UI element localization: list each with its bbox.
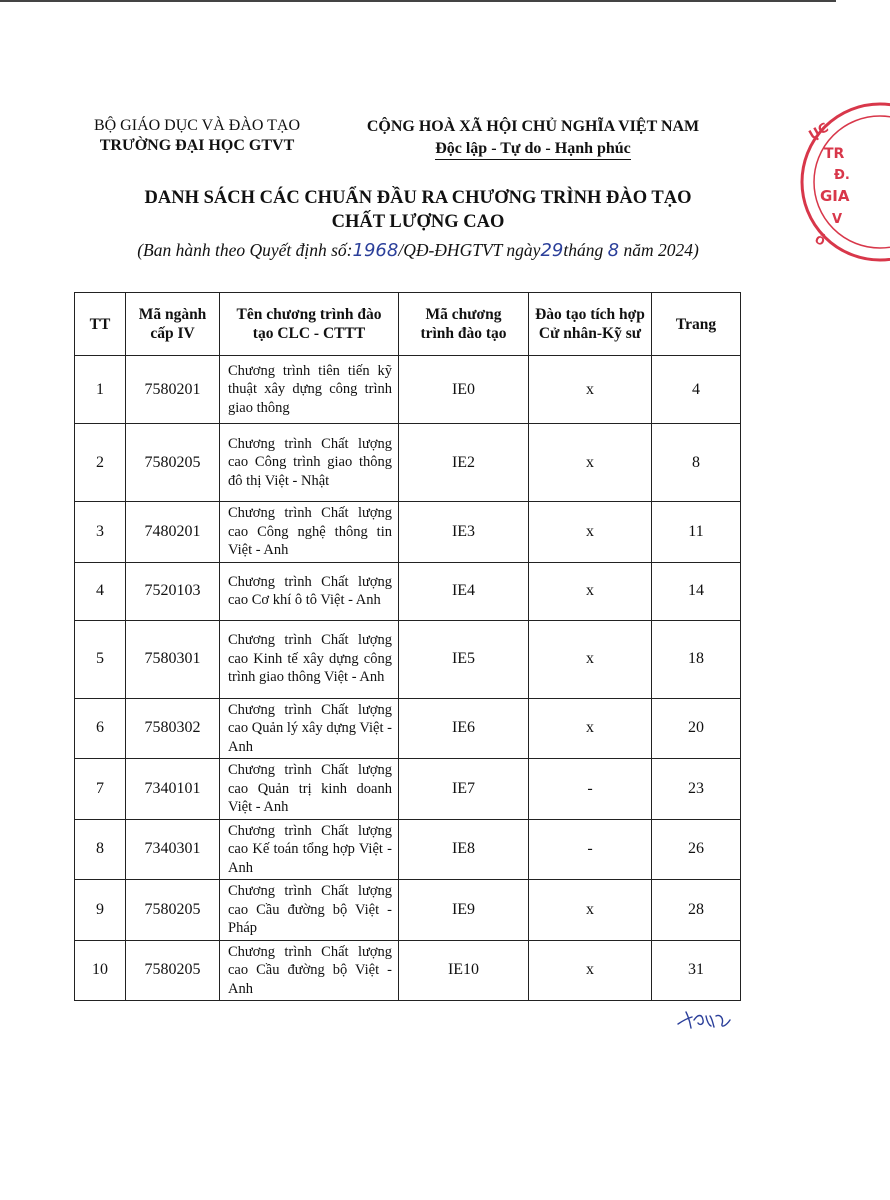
day-handwritten: 29 xyxy=(540,240,564,261)
cell-program-name: Chương trình Chất lượng cao Công trình giao thông đô thị Việt - Nhật xyxy=(220,424,399,502)
cell-major-code: 7580205 xyxy=(126,880,220,941)
title-line-1: DANH SÁCH CÁC CHUẨN ĐẦU RA CHƯƠNG TRÌNH ĐÀO TẠO xyxy=(144,188,692,208)
program-table xyxy=(74,292,741,1001)
cell-tt: 9 xyxy=(75,880,126,941)
cell-program-code: IE0 xyxy=(399,356,529,424)
table-row xyxy=(75,880,741,941)
cell-program-name: Chương trình Chất lượng cao Cầu đường bộ Việt - Pháp xyxy=(220,880,399,941)
cell-major-code: 7580205 xyxy=(126,940,220,1001)
header-program-code: Mã chương trình đào tạo xyxy=(399,293,529,356)
cell-tt: 4 xyxy=(75,562,126,620)
svg-text:Đ.: Đ. xyxy=(834,168,850,183)
cell-major-code: 7480201 xyxy=(126,502,220,563)
svg-text:Ồ: Ồ xyxy=(812,232,827,249)
cell-integrated: x xyxy=(529,562,652,620)
header-major-code: Mã ngành cấp IV xyxy=(126,293,220,356)
cell-program-name: Chương trình Chất lượng cao Cơ khí ô tô Việt - Anh xyxy=(220,562,399,620)
header-tt: TT xyxy=(75,293,126,356)
cell-program-code: IE7 xyxy=(399,759,529,820)
cell-major-code: 7580201 xyxy=(126,356,220,424)
country-name: CỘNG HOÀ XÃ HỘI CHỦ NGHĨA VIỆT NAM xyxy=(366,118,700,135)
cell-program-code: IE8 xyxy=(399,819,529,880)
table-row xyxy=(75,940,741,1001)
cell-tt: 1 xyxy=(75,356,126,424)
cell-integrated: x xyxy=(529,620,652,698)
cell-program-code: IE2 xyxy=(399,424,529,502)
page-top-border xyxy=(0,0,836,2)
cell-program-name: Chương trình Chất lượng cao Kinh tế xây dựng công trình giao thông Việt - Anh xyxy=(220,620,399,698)
cell-major-code: 7340301 xyxy=(126,819,220,880)
cell-page: 14 xyxy=(652,562,741,620)
cell-integrated: - xyxy=(529,759,652,820)
cell-page: 28 xyxy=(652,880,741,941)
cell-page: 11 xyxy=(652,502,741,563)
table-row xyxy=(75,502,741,563)
table-body xyxy=(75,356,741,1001)
table-row xyxy=(75,424,741,502)
table-row xyxy=(75,562,741,620)
table-row xyxy=(75,620,741,698)
cell-program-code: IE9 xyxy=(399,880,529,941)
initials-signature xyxy=(676,1004,736,1034)
cell-program-name: Chương trình Chất lượng cao Kế toán tổng hợp Việt - Anh xyxy=(220,819,399,880)
cell-tt: 2 xyxy=(75,424,126,502)
cell-program-code: IE10 xyxy=(399,940,529,1001)
cell-page: 8 xyxy=(652,424,741,502)
subtitle-middle: /QĐ-ĐHGTVT ngày xyxy=(398,240,541,260)
ministry-name: BỘ GIÁO DỤC VÀ ĐÀO TẠO xyxy=(93,117,301,134)
table-row xyxy=(75,356,741,424)
table-row xyxy=(75,759,741,820)
year-part: năm 2024) xyxy=(623,240,699,260)
cell-integrated: x xyxy=(529,356,652,424)
month-label: tháng xyxy=(563,240,604,260)
cell-program-name: Chương trình Chất lượng cao Quản trị kinh doanh Việt - Anh xyxy=(220,759,399,820)
cell-major-code: 7580302 xyxy=(126,698,220,759)
cell-page: 23 xyxy=(652,759,741,820)
national-motto: Độc lập - Tự do - Hạnh phúc xyxy=(435,139,631,160)
cell-integrated: x xyxy=(529,698,652,759)
cell-tt: 5 xyxy=(75,620,126,698)
cell-integrated: x xyxy=(529,502,652,563)
cell-integrated: x xyxy=(529,880,652,941)
svg-text:GIA: GIA xyxy=(820,187,850,205)
svg-text:ỤC: ỤC xyxy=(806,120,832,144)
cell-integrated: x xyxy=(529,940,652,1001)
cell-tt: 7 xyxy=(75,759,126,820)
subtitle-prefix: (Ban hành theo Quyết định số: xyxy=(137,240,353,260)
cell-integrated: - xyxy=(529,819,652,880)
cell-program-name: Chương trình tiên tiến kỹ thuật xây dựng công trình giao thông xyxy=(220,356,399,424)
cell-program-name: Chương trình Chất lượng cao Quản lý xây dựng Việt - Anh xyxy=(220,698,399,759)
cell-program-name: Chương trình Chất lượng cao Cầu đường bộ Việt - Anh xyxy=(220,940,399,1001)
cell-major-code: 7580301 xyxy=(126,620,220,698)
decision-number-handwritten: 1968 xyxy=(352,240,399,261)
month-handwritten: 8 xyxy=(607,240,620,261)
table-row xyxy=(75,698,741,759)
document-subtitle xyxy=(40,238,796,263)
cell-tt: 8 xyxy=(75,819,126,880)
header-integrated: Đào tạo tích hợp Cử nhân-Kỹ sư xyxy=(529,293,652,356)
cell-major-code: 7580205 xyxy=(126,424,220,502)
header-program-name: Tên chương trình đào tạo CLC - CTTT xyxy=(220,293,399,356)
cell-program-code: IE5 xyxy=(399,620,529,698)
school-name: TRƯỜNG ĐẠI HỌC GTVT xyxy=(99,137,295,154)
cell-page: 31 xyxy=(652,940,741,1001)
cell-major-code: 7340101 xyxy=(126,759,220,820)
header-right xyxy=(348,116,718,160)
cell-program-code: IE3 xyxy=(399,502,529,563)
cell-major-code: 7520103 xyxy=(126,562,220,620)
header-left xyxy=(62,116,332,156)
svg-text:TR: TR xyxy=(824,146,845,162)
table-row xyxy=(75,819,741,880)
cell-program-code: IE4 xyxy=(399,562,529,620)
cell-tt: 3 xyxy=(75,502,126,563)
cell-page: 4 xyxy=(652,356,741,424)
cell-tt: 10 xyxy=(75,940,126,1001)
cell-integrated: x xyxy=(529,424,652,502)
cell-program-code: IE6 xyxy=(399,698,529,759)
svg-text:V: V xyxy=(832,212,843,227)
title-line-2: CHẤT LƯỢNG CAO xyxy=(331,212,505,232)
cell-tt: 6 xyxy=(75,698,126,759)
table-header-row xyxy=(75,293,741,356)
cell-page: 26 xyxy=(652,819,741,880)
document-title xyxy=(60,186,776,234)
cell-program-name: Chương trình Chất lượng cao Công nghệ thông tin Việt - Anh xyxy=(220,502,399,563)
official-stamp xyxy=(790,100,890,275)
cell-page: 20 xyxy=(652,698,741,759)
header-page: Trang xyxy=(652,293,741,356)
cell-page: 18 xyxy=(652,620,741,698)
